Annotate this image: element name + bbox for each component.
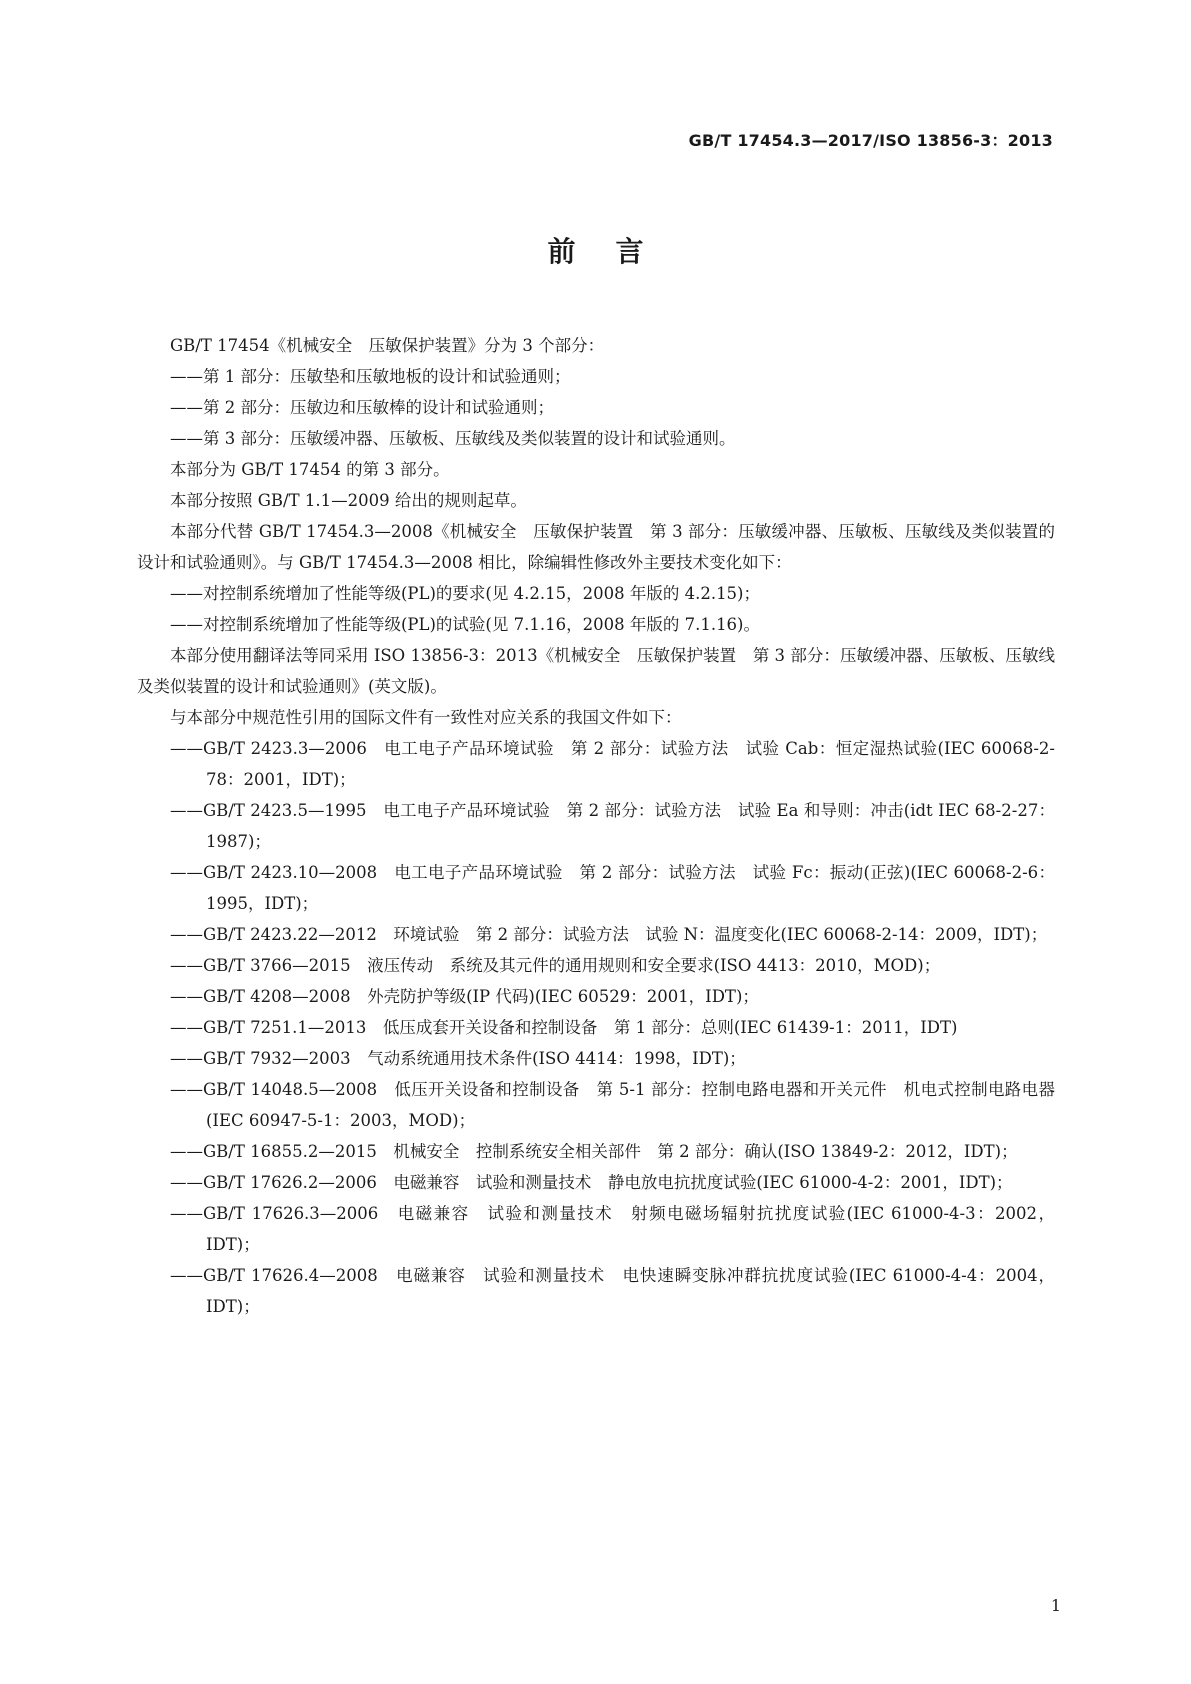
reference-item: ——GB/T 14048.5—2008 低压开关设备和控制设备 第 5-1 部分：控制电路电器和开关元件 机电式控制电路电器(IEC 60947-5-1：2003，MOD)； [170,1080,1055,1130]
reference-item: ——GB/T 2423.10—2008 电工电子产品环境试验 第 2 部分：试验方法 试验 Fc：振动(正弦)(IEC 60068-2-6：1995，IDT)； [170,863,1055,913]
intro-paragraph: GB/T 17454《机械安全 压敏保护装置》分为 3 个部分： [170,336,605,355]
reference-item: ——GB/T 17626.4—2008 电磁兼容 试验和测量技术 电快速瞬变脉冲群抗扰度试验(IEC 61000-4-4：2004，IDT)； [170,1266,1055,1316]
reference-item: ——GB/T 2423.22—2012 环境试验 第 2 部分：试验方法 试验 N：温度变化(IEC 60068-2-14：2009，IDT)； [170,925,1048,944]
reference-item: ——GB/T 17626.3—2006 电磁兼容 试验和测量技术 射频电磁场辐射抗扰度试验(IEC 61000-4-3：2002，IDT)； [170,1204,1055,1254]
page-title: 前言 [547,235,684,268]
change-list-item: ——对控制系统增加了性能等级(PL)的要求(见 4.2.15，2008 年版的 4.2.15)； [170,584,760,603]
references-intro: 与本部分中规范性引用的国际文件有一致性对应关系的我国文件如下： [170,708,682,727]
page-number: 1 [1050,1596,1061,1615]
part-list-item: ——第 1 部分：压敏垫和压敏地板的设计和试验通则； [170,367,571,386]
reference-item: ——GB/T 16855.2—2015 机械安全 控制系统安全相关部件 第 2 部分：确认(ISO 13849-2：2012，IDT)； [170,1142,1018,1161]
reference-item: ——GB/T 2423.5—1995 电工电子产品环境试验 第 2 部分：试验方法 试验 Ea 和导则：冲击(idt IEC 68-2-27：1987)； [170,801,1055,851]
reference-item: ——GB/T 7932—2003 气动系统通用技术条件(ISO 4414：1998，IDT)； [170,1049,746,1068]
part-list-item: ——第 2 部分：压敏边和压敏棒的设计和试验通则； [170,398,554,417]
adoption-paragraph: 本部分使用翻译法等同采用 ISO 13856-3：2013《机械安全 压敏保护装置 第 3 部分：压敏缓冲器、压敏板、压敏线及类似装置的设计和试验通则》(英文版)。 [137,646,1055,696]
foreword-body [137,330,1055,1322]
replacement-paragraph: 本部分代替 GB/T 17454.3—2008《机械安全 压敏保护装置 第 3 部分：压敏缓冲器、压敏板、压敏线及类似装置的设计和试验通则》。与 GB/T 17454.3—2008 相比，除编辑性修改外主要技术变化如下： [137,522,1055,572]
reference-item: ——GB/T 2423.3—2006 电工电子产品环境试验 第 2 部分：试验方法 试验 Cab：恒定湿热试验(IEC 60068-2-78：2001，IDT)； [170,739,1055,789]
body-paragraph: 本部分按照 GB/T 1.1—2009 给出的规则起草。 [170,491,527,510]
reference-item: ——GB/T 7251.1—2013 低压成套开关设备和控制设备 第 1 部分：总则(IEC 61439-1：2011，IDT) [170,1018,958,1037]
reference-item: ——GB/T 4208—2008 外壳防护等级(IP 代码)(IEC 60529：2001，IDT)； [170,987,759,1006]
standard-identifier: GB/T 17454.3—2017/ISO 13856-3：2013 [688,131,1053,150]
reference-item: ——GB/T 3766—2015 液压传动 系统及其元件的通用规则和安全要求(ISO 4413：2010，MOD)； [170,956,941,975]
reference-item: ——GB/T 17626.2—2006 电磁兼容 试验和测量技术 静电放电抗扰度试验(IEC 61000-4-2：2001，IDT)； [170,1173,1013,1192]
part-list-item: ——第 3 部分：压敏缓冲器、压敏板、压敏线及类似装置的设计和试验通则。 [170,429,736,448]
body-paragraph: 本部分为 GB/T 17454 的第 3 部分。 [170,460,450,479]
change-list-item: ——对控制系统增加了性能等级(PL)的试验(见 7.1.16，2008 年版的 7.1.16)。 [170,615,760,634]
